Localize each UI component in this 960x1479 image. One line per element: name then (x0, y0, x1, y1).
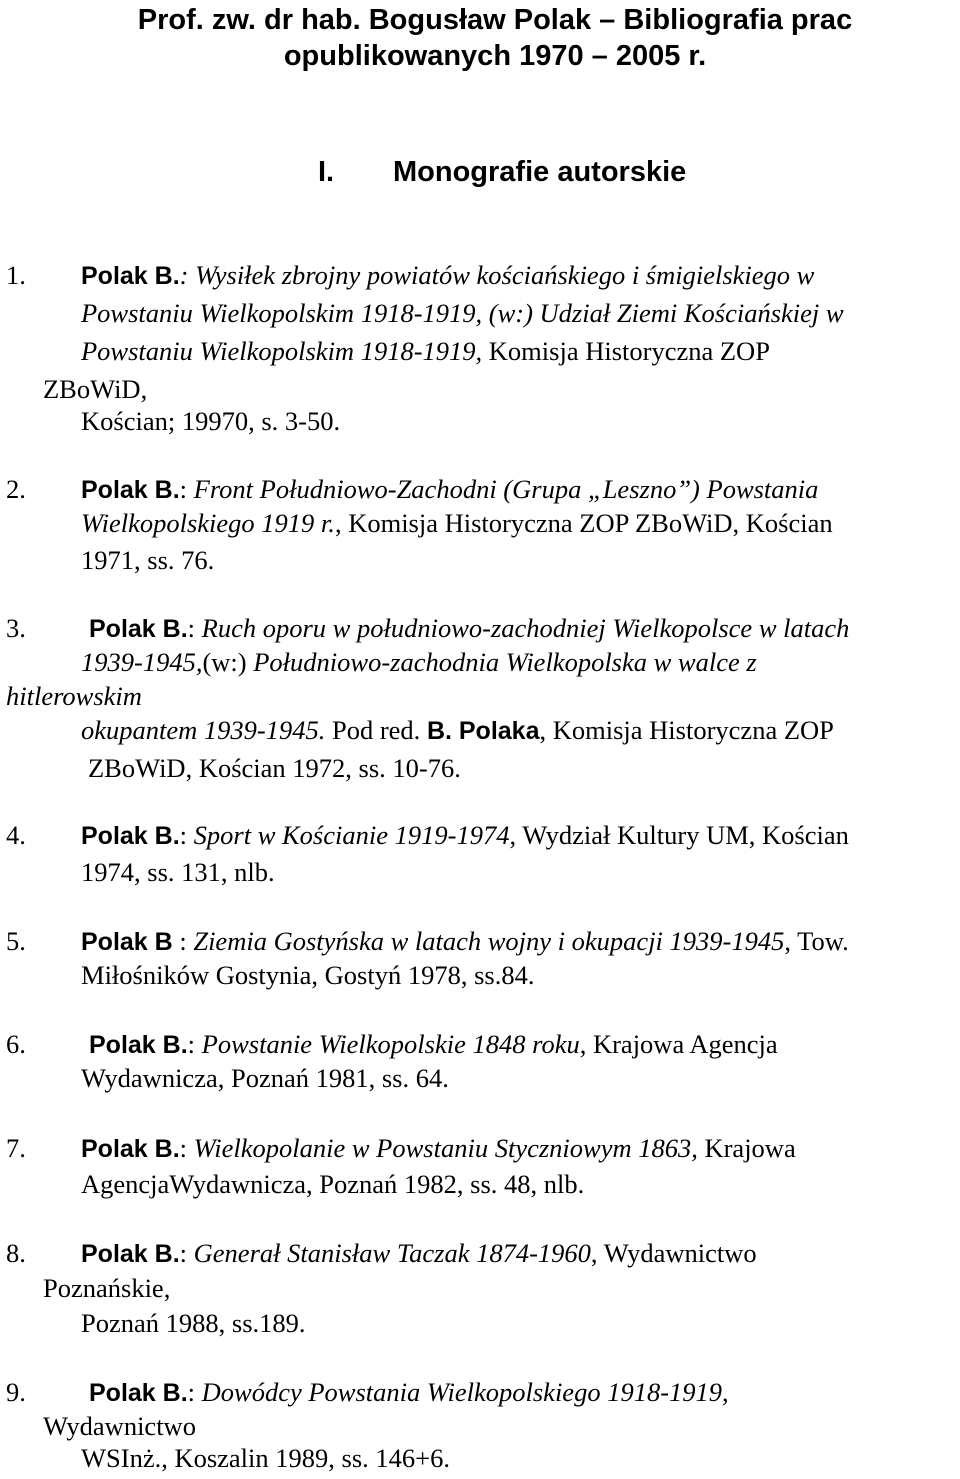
entry-line: Miłośników Gostynia, Gostyń 1978, ss.84. (81, 960, 535, 990)
entry-line: okupantem 1939-1945. Pod red. B. Polaka, Komisja Historyczna ZOP (81, 715, 834, 745)
entry-line: Polak B.: Wielkopolanie w Powstaniu Styczniowym 1863, Krajowa (81, 1133, 796, 1163)
entry-line: WSInż., Koszalin 1989, ss. 146+6. (81, 1443, 450, 1473)
entry-author: Polak B. (81, 1240, 180, 1268)
entry-line: Wydawnicza, Poznań 1981, ss. 64. (81, 1063, 449, 1093)
entry-line: hitlerowskim (6, 681, 142, 711)
entry-number: 6. (6, 1029, 26, 1059)
entry-line: Wielkopolskiego 1919 r., Komisja Historyczna ZOP ZBoWiD, Kościan (81, 508, 833, 538)
entry-line: Polak B.: Powstanie Wielkopolskie 1848 roku, Krajowa Agencja (89, 1029, 778, 1059)
entry-author: Polak B. (89, 1379, 188, 1407)
entry-author: Polak B. (89, 615, 188, 643)
section-title: Monografie autorskie (393, 156, 687, 188)
entry-number: 4. (6, 820, 26, 850)
entry-line: Powstaniu Wielkopolskim 1918-1919, Komisja Historyczna ZOP (81, 336, 770, 366)
entry-line: ZBoWiD, Kościan 1972, ss. 10-76. (88, 753, 461, 783)
entry-line: Polak B.: Sport w Kościanie 1919-1974, Wydział Kultury UM, Kościan (81, 820, 849, 850)
entry-line: Polak B.: Dowódcy Powstania Wielkopolskiego 1918-1919, (89, 1377, 729, 1407)
entry-line: AgencjaWydawnicza, Poznań 1982, ss. 48, nlb. (81, 1169, 585, 1199)
entry-author: Polak B. (81, 262, 180, 290)
entry-line: 1974, ss. 131, nlb. (81, 857, 275, 887)
entry-line: Polak B : Ziemia Gostyńska w latach wojny i okupacji 1939-1945, Tow. (81, 926, 849, 956)
entry-number: 5. (6, 926, 26, 956)
entry-line: 1939-1945,(w:) Południowo-zachodnia Wielkopolska w walce z (81, 647, 757, 677)
entry-line: Poznańskie, (43, 1273, 171, 1303)
section-heading (318, 153, 686, 191)
entry-line: Polak B.: Front Południowo-Zachodni (Grupa „Leszno”) Powstania (81, 474, 819, 504)
document-title: Prof. zw. dr hab. Bogusław Polak – Bibliografia prac (137, 4, 853, 36)
entry-line: Poznań 1988, ss.189. (81, 1308, 306, 1338)
entry-author: Polak B. (89, 1031, 188, 1059)
entry-number: 7. (6, 1133, 26, 1163)
entry-number: 8. (6, 1238, 26, 1268)
entry-line: Powstaniu Wielkopolskim 1918-1919, (w:) Udział Ziemi Kościańskiej w (81, 298, 844, 328)
entry-author: Polak B. (81, 1135, 180, 1163)
entry-line: 1971, ss. 76. (81, 545, 215, 575)
entry-line: Kościan; 19970, s. 3-50. (81, 406, 341, 436)
entry-line: Polak B.: Ruch oporu w południowo-zachodniej Wielkopolsce w latach (89, 613, 850, 643)
document-title-line-2: opublikowanych 1970 – 2005 r. (283, 40, 707, 72)
entry-author: Polak B. (81, 822, 180, 850)
entry-line: Polak B.: Wysiłek zbrojny powiatów kościańskiego i śmigielskiego w (81, 260, 815, 290)
entry-number: 9. (6, 1377, 26, 1407)
entry-number: 2. (6, 474, 26, 504)
entry-author: Polak B (81, 928, 173, 956)
entry-line: Polak B.: Generał Stanisław Taczak 1874-1960, Wydawnictwo (81, 1238, 757, 1268)
entry-author: Polak B. (81, 476, 180, 504)
entry-line: Wydawnictwo (43, 1411, 196, 1441)
section-number: I. (318, 156, 335, 188)
entry-number: 3. (6, 613, 26, 643)
entry-line: ZBoWiD, (43, 374, 148, 404)
entry-number: 1. (6, 260, 26, 290)
